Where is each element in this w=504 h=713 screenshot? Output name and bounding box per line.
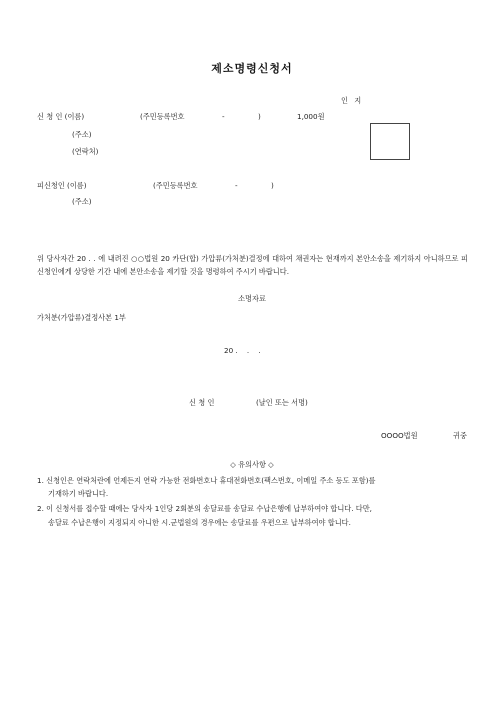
court-name: OOOO법원 — [381, 431, 418, 440]
applicant-rrn-dash: - — [222, 112, 225, 121]
court-suffix: 귀중 — [453, 431, 467, 440]
note-item: 2. 이 신청서를 접수할 때에는 당사자 1인당 2회분의 송달료를 송달료 수납은행에 납부하여야 합니다. 다만, — [37, 504, 372, 513]
applicant-rrn-close: ) — [258, 112, 261, 121]
note-item-continued: 송달료 수납은행이 지정되지 아니한 시.군법원의 경우에는 송달료를 우편으로 납부하여야 합니다. — [48, 518, 351, 527]
notes-heading: ◇ 유의사항 ◇ — [230, 460, 274, 469]
stamp-box — [370, 123, 410, 160]
applicant-rrn-label: (주민등록번호 — [140, 112, 185, 121]
note-item: 1. 신청인은 연락처란에 언제든지 연락 가능한 전화번호나 휴대전화번호(팩스번호, 이메일 주소 등도 포함)를 — [37, 476, 376, 485]
signature-label: 신 청 인 — [189, 398, 215, 407]
applicant-address-label: (주소) — [72, 130, 92, 139]
stamp-fee: 1,000원 — [297, 112, 325, 121]
applicant-contact-label: (연락처) — [72, 147, 99, 156]
page-title: 제소명령신청서 — [211, 62, 293, 75]
respondent-rrn-dash: - — [235, 181, 238, 190]
respondent-address-label: (주소) — [72, 197, 92, 206]
applicant-name-label: 신 청 인 (이름) — [37, 112, 85, 121]
evidence-item: 가처분(가압류)결정사본 1부 — [37, 313, 126, 322]
stamp-label: 인 지 — [341, 96, 364, 105]
note-item-continued: 기재하기 바랍니다. — [48, 489, 109, 498]
respondent-name-label: 피신청인 (이름) — [37, 181, 87, 190]
date-line: 20 . . . — [224, 346, 261, 355]
respondent-rrn-label: (주민등록번호 — [153, 181, 198, 190]
respondent-rrn-close: ) — [271, 181, 274, 190]
signature-note: (날인 또는 서명) — [256, 398, 308, 407]
evidence-heading: 소명자료 — [238, 294, 266, 303]
application-body: 위 당사자간 20 . . 에 내려진 ○○법원 20 카단(합) 가압류(가처분)결정에 대하여 채권자는 현재까지 본안소송을 제기하지 아니하므로 피신청인에게 상당한 기간 내에 본안소송을 제기할 것을 명령하여 주시기 바랍니다. — [37, 254, 468, 276]
